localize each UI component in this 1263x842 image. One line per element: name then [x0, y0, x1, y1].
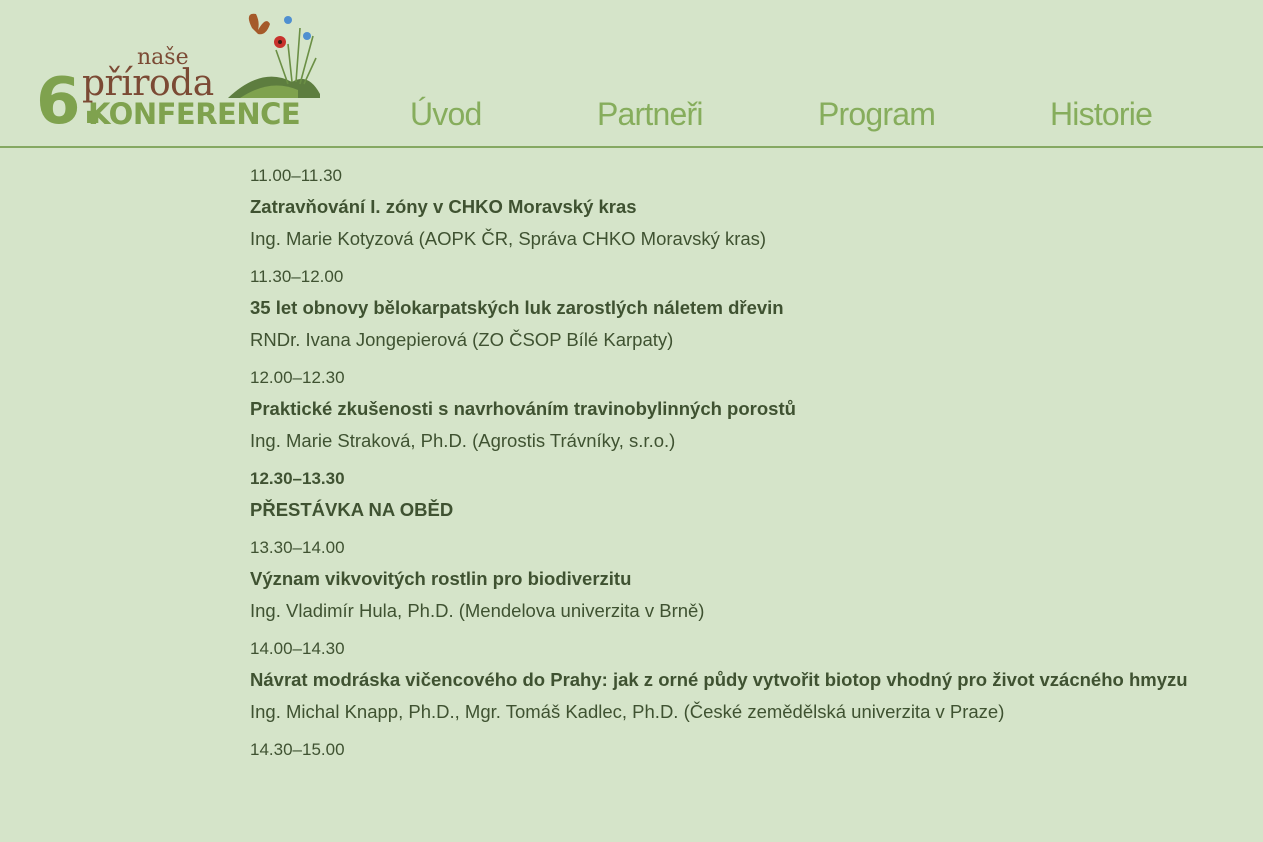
session-time: 11.30–12.00 [250, 267, 344, 286]
program-session [250, 267, 1250, 351]
nav-link-program[interactable]: Program [818, 96, 936, 132]
break-title: PŘESTÁVKA NA OBĚD [250, 499, 454, 520]
logo-text-nase: naše [137, 45, 189, 70]
program-session [250, 639, 1250, 723]
site-header [0, 0, 1263, 148]
conference-logo[interactable] [30, 6, 330, 139]
logo-text-konference: KONFERENCE [88, 97, 301, 131]
session-time: 14.00–14.30 [250, 639, 345, 658]
program-session [250, 740, 1250, 760]
session-title: Návrat modráska vičencového do Prahy: jak z orné půdy vytvořit biotop vhodný pro život vzácného hmyzu [250, 669, 1188, 690]
program-break [250, 469, 1250, 521]
session-title: 35 let obnovy bělokarpatských luk zarostlých náletem dřevin [250, 297, 784, 318]
nav-link-partneri[interactable]: Partneři [597, 96, 703, 132]
session-speaker: Ing. Vladimír Hula, Ph.D. (Mendelova univerzita v Brně) [250, 600, 705, 621]
session-speaker: Ing. Michal Knapp, Ph.D., Mgr. Tomáš Kadlec, Ph.D. (České zemědělská univerzita v Praze) [250, 701, 1005, 722]
session-title: Zatravňování I. zóny v CHKO Moravský kras [250, 196, 637, 217]
program-session [250, 166, 1250, 250]
session-speaker: Ing. Marie Kotyzová (AOPK ČR, Správa CHKO Moravský kras) [250, 228, 767, 249]
program-session [250, 538, 1250, 622]
session-time: 11.00–11.30 [250, 166, 343, 185]
nav-link-uvod[interactable]: Úvod [410, 96, 482, 132]
nav-link-historie[interactable]: Historie [1050, 96, 1153, 132]
session-time: 12.00–12.30 [250, 368, 345, 387]
program-list [250, 166, 1250, 777]
logo-text-priroda: příroda [82, 63, 214, 104]
program-session [250, 368, 1250, 452]
session-speaker: Ing. Marie Straková, Ph.D. (Agrostis Trávníky, s.r.o.) [250, 430, 676, 451]
logo-number: 6. [36, 65, 105, 139]
session-title: Praktické zkušenosti s navrhováním travinobylinných porostů [250, 398, 796, 419]
break-time: 12.30–13.30 [250, 469, 345, 488]
session-time: 14.30–15.00 [250, 740, 345, 759]
session-title: Význam vikvovitých rostlin pro biodiverzitu [250, 568, 632, 589]
session-time: 13.30–14.00 [250, 538, 345, 557]
session-speaker: RNDr. Ivana Jongepierová (ZO ČSOP Bílé Karpaty) [250, 329, 674, 350]
